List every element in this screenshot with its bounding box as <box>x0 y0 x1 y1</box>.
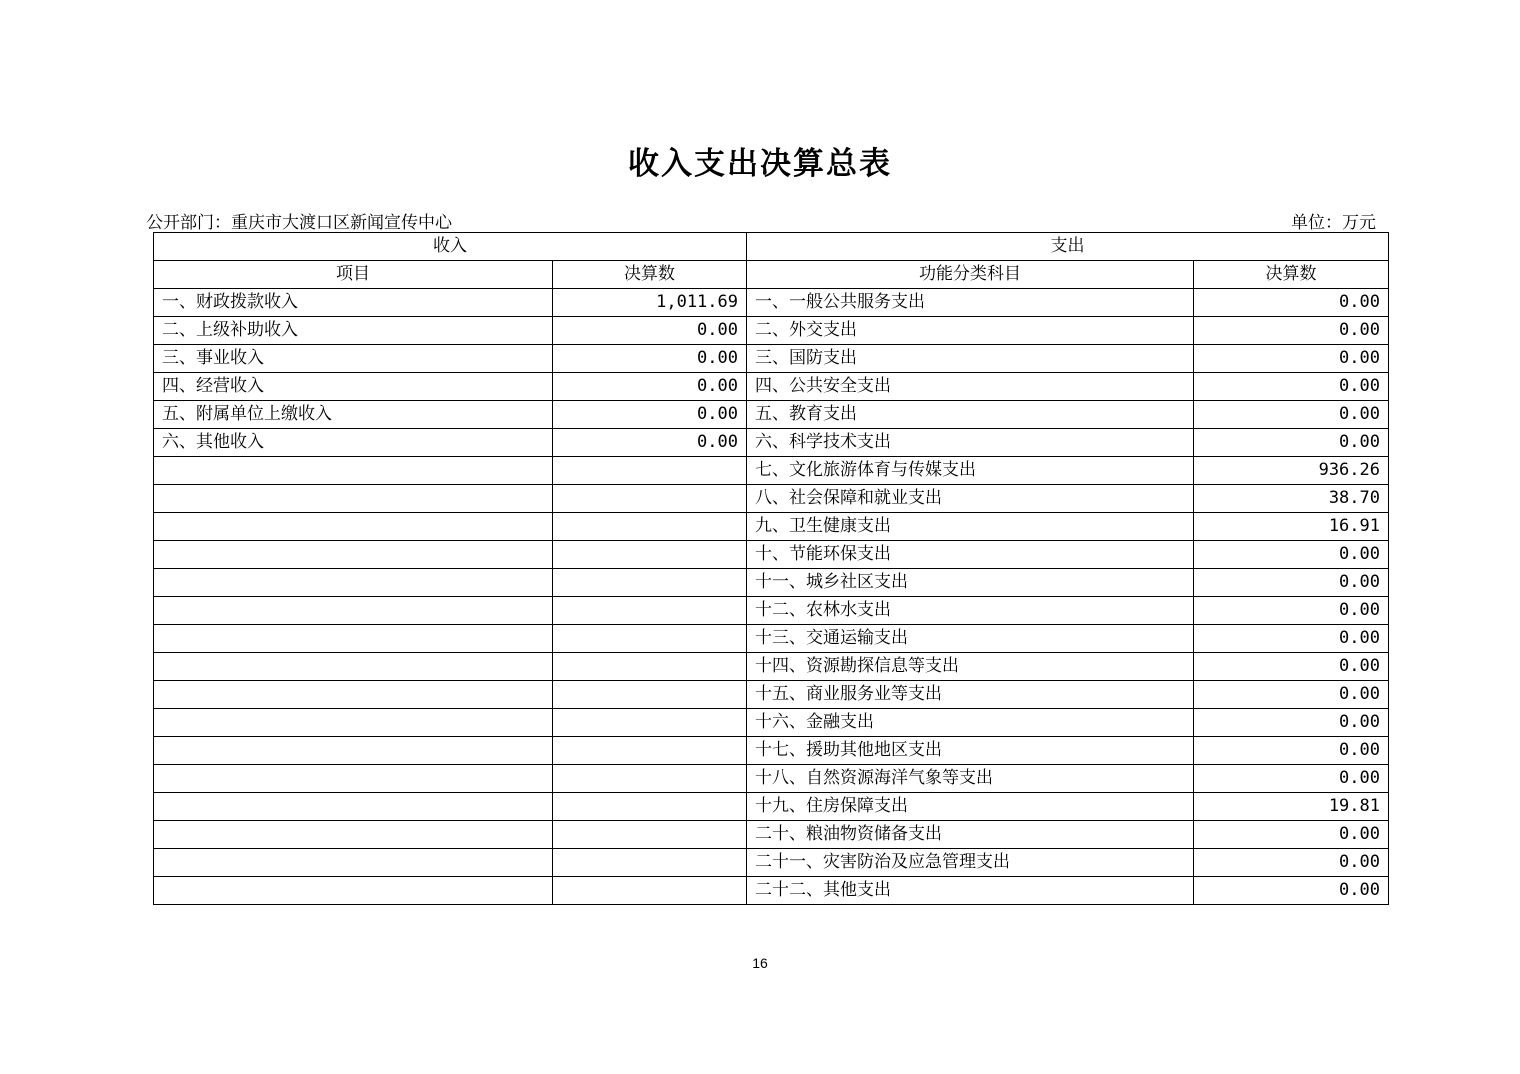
expense-item: 十六、金融支出 <box>747 709 1194 737</box>
amount2-header: 决算数 <box>1194 261 1389 289</box>
expense-item: 十二、农林水支出 <box>747 597 1194 625</box>
income-value <box>553 765 747 793</box>
expense-value: 0.00 <box>1194 289 1389 317</box>
income-item <box>154 709 553 737</box>
table-row <box>154 849 1389 877</box>
expense-value: 19.81 <box>1194 793 1389 821</box>
income-header: 收入 <box>154 233 747 261</box>
expense-value: 0.00 <box>1194 569 1389 597</box>
expense-item: 十九、住房保障支出 <box>747 793 1194 821</box>
expense-item: 七、文化旅游体育与传媒支出 <box>747 457 1194 485</box>
income-item: 六、其他收入 <box>154 429 553 457</box>
income-value <box>553 821 747 849</box>
expense-item: 十五、商业服务业等支出 <box>747 681 1194 709</box>
table-row <box>154 569 1389 597</box>
income-item <box>154 541 553 569</box>
table-row <box>154 289 1389 317</box>
table-row <box>154 373 1389 401</box>
expense-value: 0.00 <box>1194 429 1389 457</box>
income-item <box>154 513 553 541</box>
unit-label: 单位：万元 <box>1291 213 1376 233</box>
expense-item: 二十、粮油物资储备支出 <box>747 821 1194 849</box>
income-value <box>553 513 747 541</box>
income-value <box>553 793 747 821</box>
income-value <box>553 877 747 905</box>
expense-item: 一、一般公共服务支出 <box>747 289 1194 317</box>
table-row <box>154 485 1389 513</box>
income-item <box>154 821 553 849</box>
expense-item: 十三、交通运输支出 <box>747 625 1194 653</box>
func-header: 功能分类科目 <box>747 261 1194 289</box>
department-label: 公开部门：重庆市大渡口区新闻宣传中心 <box>146 213 452 233</box>
table-row <box>154 681 1389 709</box>
table-row <box>154 401 1389 429</box>
income-value <box>553 709 747 737</box>
expense-item: 四、公共安全支出 <box>747 373 1194 401</box>
income-value: 0.00 <box>553 429 747 457</box>
income-value <box>553 737 747 765</box>
expense-item: 二十二、其他支出 <box>747 877 1194 905</box>
table-row <box>154 765 1389 793</box>
table-row <box>154 877 1389 905</box>
table-row <box>154 457 1389 485</box>
income-value <box>553 681 747 709</box>
item-header: 项目 <box>154 261 553 289</box>
expense-value: 0.00 <box>1194 597 1389 625</box>
expense-value: 0.00 <box>1194 849 1389 877</box>
expense-value: 38.70 <box>1194 485 1389 513</box>
income-item <box>154 737 553 765</box>
expense-value: 0.00 <box>1194 709 1389 737</box>
income-value <box>553 625 747 653</box>
expense-value: 0.00 <box>1194 373 1389 401</box>
expense-header: 支出 <box>747 233 1389 261</box>
table-row <box>154 737 1389 765</box>
income-value <box>553 597 747 625</box>
expense-item: 十七、援助其他地区支出 <box>747 737 1194 765</box>
expense-value: 0.00 <box>1194 765 1389 793</box>
income-value <box>553 457 747 485</box>
expense-value: 0.00 <box>1194 821 1389 849</box>
income-item: 四、经营收入 <box>154 373 553 401</box>
income-item <box>154 625 553 653</box>
table-row <box>154 709 1389 737</box>
expense-value: 0.00 <box>1194 625 1389 653</box>
table-row <box>154 653 1389 681</box>
expense-item: 二十一、灾害防治及应急管理支出 <box>747 849 1194 877</box>
income-item: 一、财政拨款收入 <box>154 289 553 317</box>
expense-value: 0.00 <box>1194 681 1389 709</box>
expense-value: 0.00 <box>1194 317 1389 345</box>
income-item <box>154 877 553 905</box>
expense-item: 三、国防支出 <box>747 345 1194 373</box>
income-value: 0.00 <box>553 373 747 401</box>
income-value <box>553 541 747 569</box>
income-item <box>154 681 553 709</box>
income-item <box>154 485 553 513</box>
expense-value: 0.00 <box>1194 401 1389 429</box>
expense-item: 十一、城乡社区支出 <box>747 569 1194 597</box>
table-row <box>154 541 1389 569</box>
expense-item: 二、外交支出 <box>747 317 1194 345</box>
expense-item: 六、科学技术支出 <box>747 429 1194 457</box>
income-item <box>154 849 553 877</box>
income-value: 0.00 <box>553 401 747 429</box>
expense-value: 0.00 <box>1194 653 1389 681</box>
table-row <box>154 513 1389 541</box>
table-row <box>154 625 1389 653</box>
income-item <box>154 765 553 793</box>
income-value <box>553 653 747 681</box>
table-row <box>154 793 1389 821</box>
income-item <box>154 457 553 485</box>
income-value: 0.00 <box>553 345 747 373</box>
income-item: 五、附属单位上缴收入 <box>154 401 553 429</box>
expense-item: 九、卫生健康支出 <box>747 513 1194 541</box>
income-value: 1,011.69 <box>553 289 747 317</box>
table-row <box>154 429 1389 457</box>
income-item <box>154 569 553 597</box>
expense-item: 十八、自然资源海洋气象等支出 <box>747 765 1194 793</box>
expense-value: 0.00 <box>1194 737 1389 765</box>
income-value: 0.00 <box>553 317 747 345</box>
table-row <box>154 345 1389 373</box>
expense-value: 0.00 <box>1194 541 1389 569</box>
income-item: 二、上级补助收入 <box>154 317 553 345</box>
income-item <box>154 597 553 625</box>
expense-item: 五、教育支出 <box>747 401 1194 429</box>
table-row <box>154 597 1389 625</box>
income-value <box>553 485 747 513</box>
expense-item: 十四、资源勘探信息等支出 <box>747 653 1194 681</box>
table-row <box>154 317 1389 345</box>
income-value <box>553 569 747 597</box>
budget-table <box>153 232 1389 905</box>
page-number: 16 <box>752 955 768 971</box>
income-item <box>154 653 553 681</box>
expense-value: 936.26 <box>1194 457 1389 485</box>
page-title: 收入支出决算总表 <box>628 146 892 182</box>
header-row-group <box>154 233 1389 261</box>
income-item: 三、事业收入 <box>154 345 553 373</box>
income-item <box>154 793 553 821</box>
expense-item: 八、社会保障和就业支出 <box>747 485 1194 513</box>
expense-value: 0.00 <box>1194 345 1389 373</box>
income-value <box>553 849 747 877</box>
expense-value: 0.00 <box>1194 877 1389 905</box>
expense-value: 16.91 <box>1194 513 1389 541</box>
table-row <box>154 821 1389 849</box>
expense-item: 十、节能环保支出 <box>747 541 1194 569</box>
header-row-columns <box>154 261 1389 289</box>
amount-header: 决算数 <box>553 261 747 289</box>
